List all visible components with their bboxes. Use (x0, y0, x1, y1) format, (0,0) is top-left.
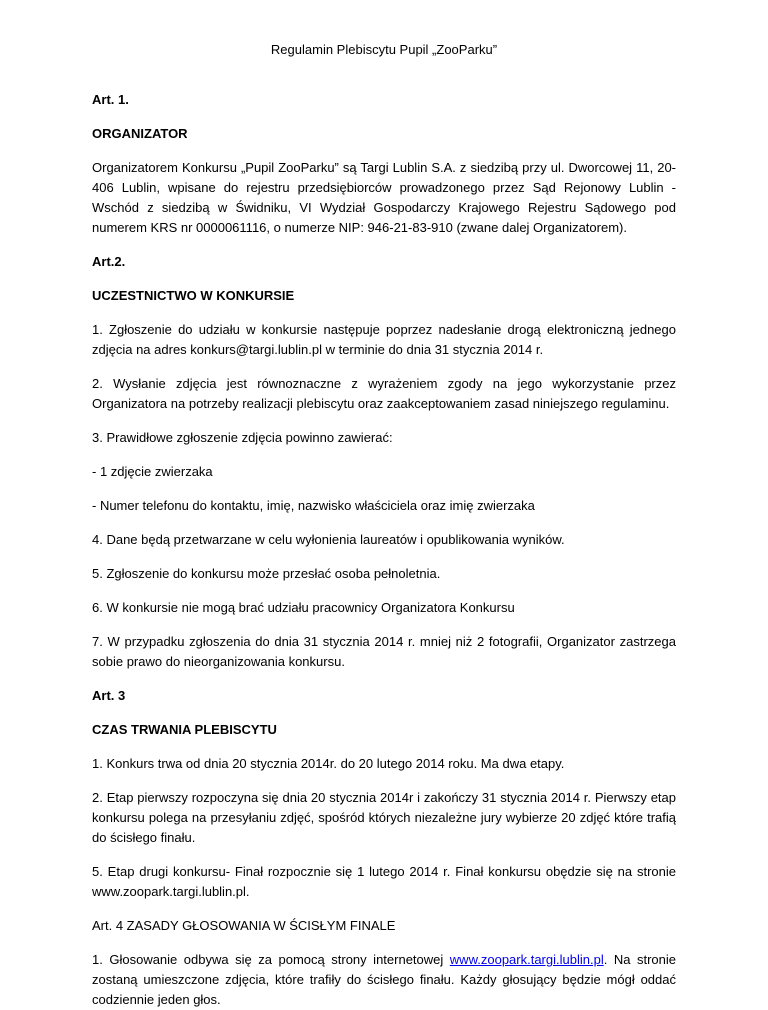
art2-label: Art.2. (92, 254, 126, 269)
art1-body: Organizatorem Konkursu „Pupil ZooParku” są Targi Lublin S.A. z siedzibą przy ul. Dworcowej 11, 20-406 Lublin, wpisane do rejestru przedsiębiorców prowadzonego przez Sąd Rejonowy Lublin - Wschód z siedzibą w Świdniku, VI Wydział Gospodarczy Krajowego Rejestru Sądowego pod numerem KRS nr 0000061116, o numerze NIP: 946-21-83-910 (zwane dalej Organizatorem). (92, 160, 676, 235)
page-header: Regulamin Plebiscytu Pupil „ZooParku” (270, 42, 498, 57)
art4-item-1 (92, 950, 676, 1010)
art2-item-6: 6. W konkursie nie mogą brać udziału pracownicy Organizatora Konkursu (92, 600, 515, 615)
art2-item-3b: - Numer telefonu do kontaktu, imię, nazwisko właściciela oraz imię zwierzaka (92, 498, 535, 513)
art2-item-2: 2. Wysłanie zdjęcia jest równoznaczne z wyrażeniem zgody na jego wykorzystanie przez Organizatora na potrzeby realizacji plebiscytu oraz zaakceptowaniem zasad niniejszego regulaminu. (92, 376, 676, 411)
art4-item-1-text-before: 1. Głosowanie odbywa się za pomocą strony internetowej (92, 952, 450, 967)
art4-title: Art. 4 ZASADY GŁOSOWANIA W ŚCISŁYM FINALE (92, 918, 396, 933)
art3-item-2: 2. Etap pierwszy rozpoczyna się dnia 20 stycznia 2014r i zakończy 31 stycznia 2014 r. Pierwszy etap konkursu polega na przesyłaniu zdjęć, spośród których niezależne jury wybierze 20 zdjęć które trafią do ścisłego finału. (92, 790, 676, 845)
art1-label: Art. 1. (92, 92, 129, 107)
art2-item-4: 4. Dane będą przetwarzane w celu wyłonienia laureatów i opublikowania wyników. (92, 532, 565, 547)
art1-title: ORGANIZATOR (92, 126, 188, 141)
art3-title: CZAS TRWANIA PLEBISCYTU (92, 722, 277, 737)
art2-item-7: 7. W przypadku zgłoszenia do dnia 31 stycznia 2014 r. mniej niż 2 fotografii, Organizator zastrzega sobie prawo do nieorganizowania konkursu. (92, 634, 676, 669)
art3-item-1: 1. Konkurs trwa od dnia 20 stycznia 2014r. do 20 lutego 2014 roku. Ma dwa etapy. (92, 756, 565, 771)
art4-item-1-text-after: . Na stronie zostaną umieszczone zdjęcia, które trafiły do ścisłego finału. Każdy głosujący będzie mógł oddać codziennie jeden głos. (92, 952, 676, 1007)
art3-item-5: 5. Etap drugi konkursu- Finał rozpocznie się 1 lutego 2014 r. Finał konkursu obędzie się na stronie www.zoopark.targi.lublin.pl. (92, 864, 676, 899)
art2-item-3: 3. Prawidłowe zgłoszenie zdjęcia powinno zawierać: (92, 430, 393, 445)
art2-item-5: 5. Zgłoszenie do konkursu może przesłać osoba pełnoletnia. (92, 566, 441, 581)
art2-item-3a: - 1 zdjęcie zwierzaka (92, 464, 213, 479)
art2-title: UCZESTNICTWO W KONKURSIE (92, 288, 295, 303)
art3-label: Art. 3 (92, 688, 126, 703)
zoopark-link[interactable]: www.zoopark.targi.lublin.pl (449, 952, 604, 967)
art2-item-1: 1. Zgłoszenie do udziału w konkursie następuje poprzez nadesłanie drogą elektroniczną jednego zdjęcia na adres konkurs@targi.lublin.pl w terminie do dnia 31 stycznia 2014 r. (92, 322, 676, 357)
